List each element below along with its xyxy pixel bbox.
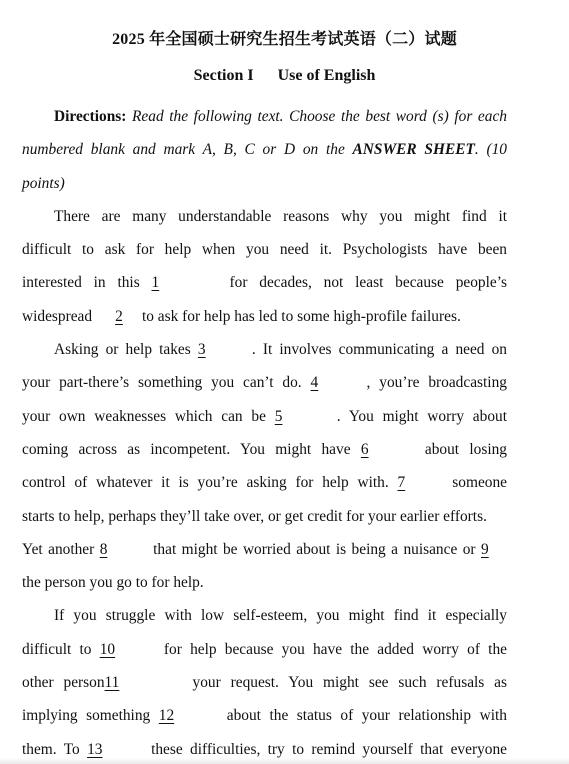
passage-line — [22, 533, 507, 566]
passage-line — [22, 333, 507, 366]
passage-text: about the status of your relationship with — [226, 707, 507, 725]
blank-7[interactable]: 7 — [397, 474, 406, 492]
passage-text: difficult to — [22, 640, 92, 658]
passage-text: the person you go to for help. — [22, 574, 204, 592]
passage-line — [22, 366, 507, 399]
blank-2[interactable]: 2 — [115, 307, 123, 325]
passage-text: your part-there’s something you can’t do. — [22, 374, 302, 392]
passage-text: . You might worry about — [336, 407, 507, 425]
passage-line — [22, 400, 507, 433]
answer-sheet-label: ANSWER SHEET — [352, 141, 475, 159]
passage-text: starts to help, perhaps they’ll take over, or get credit for your earlier efforts. — [22, 507, 487, 525]
blank-3[interactable]: 3 — [197, 341, 206, 359]
passage-line — [22, 566, 507, 599]
passage-text: . It involves communicating a need on — [251, 341, 507, 359]
passage-text: about losing — [424, 440, 507, 458]
page-bottom-edge — [0, 758, 569, 764]
passage-line — [22, 300, 507, 333]
passage-text: these difficulties, try to remind yourself that everyone — [151, 740, 507, 758]
directions-text-2: numbered blank and mark A, B, C or D on the — [22, 141, 345, 159]
directions-line-3 — [22, 167, 507, 200]
blank-1[interactable]: 1 — [151, 274, 160, 292]
passage-text: Yet another — [22, 540, 95, 558]
passage-text: your own weaknesses which can be — [22, 407, 266, 425]
section-heading — [0, 67, 569, 85]
passage-text: interested in this — [22, 274, 140, 292]
passage-line — [22, 500, 507, 533]
blank-6[interactable]: 6 — [360, 440, 369, 458]
blank-10[interactable]: 10 — [99, 640, 116, 658]
passage-text: coming across as incompetent. You might have — [22, 440, 351, 458]
blank-13[interactable]: 13 — [87, 740, 103, 758]
section-number: Section I — [193, 67, 254, 84]
passage-line — [22, 266, 507, 299]
blank-12[interactable]: 12 — [158, 707, 175, 725]
passage-text: them. To — [22, 740, 80, 758]
passage-line — [22, 233, 507, 266]
passage-text: implying something — [22, 707, 151, 725]
passage-text: difficult to ask for help when you need it. Psychologists have been — [22, 241, 507, 259]
blank-11[interactable]: 11 — [104, 674, 120, 692]
passage-text: There are many understandable reasons why you might find it — [54, 207, 507, 225]
directions-line-1 — [22, 100, 507, 133]
passage-line — [22, 599, 507, 632]
passage-text: for decades, not least because people’s — [229, 274, 507, 292]
passage-text: to ask for help has led to some high-profile failures. — [141, 307, 461, 325]
directions-text-4: points) — [22, 174, 65, 192]
passage-body — [22, 100, 507, 764]
passage-line — [22, 666, 507, 699]
section-name: Use of English — [277, 67, 376, 84]
blank-4[interactable]: 4 — [310, 374, 319, 392]
blank-9[interactable]: 9 — [480, 540, 489, 558]
blank-5[interactable]: 5 — [274, 407, 283, 425]
passage-text: your request. You might see such refusals as — [192, 674, 507, 692]
passage-text: If you struggle with low self-esteem, you might find it especially — [54, 607, 507, 625]
passage-line — [22, 433, 507, 466]
passage-text: , you’re broadcasting — [366, 374, 507, 392]
directions-line-2 — [22, 133, 507, 166]
passage-line — [22, 466, 507, 499]
exam-title: 2025 年全国硕士研究生招生考试英语（二）试题 — [112, 31, 457, 48]
directions-label: Directions: — [54, 108, 127, 125]
passage-text: for help because you have the added worry of the — [163, 640, 507, 658]
passage-text: control of whatever it is you’re asking for help with. — [22, 474, 389, 492]
directions-text-1: Read the following text. Choose the best word (s) for each — [132, 108, 507, 125]
passage-text: widespread — [22, 307, 93, 325]
passage-line — [22, 200, 507, 233]
passage-text: someone — [452, 474, 508, 492]
passage-text: that might be worried about is being a nuisance or — [153, 540, 476, 558]
passage-line — [22, 633, 507, 666]
directions-text-3: . (10 — [474, 141, 507, 159]
passage-text: Asking or help takes — [54, 341, 191, 359]
blank-8[interactable]: 8 — [99, 540, 108, 558]
passage-text: other person — [22, 674, 105, 692]
passage-line — [22, 699, 507, 732]
